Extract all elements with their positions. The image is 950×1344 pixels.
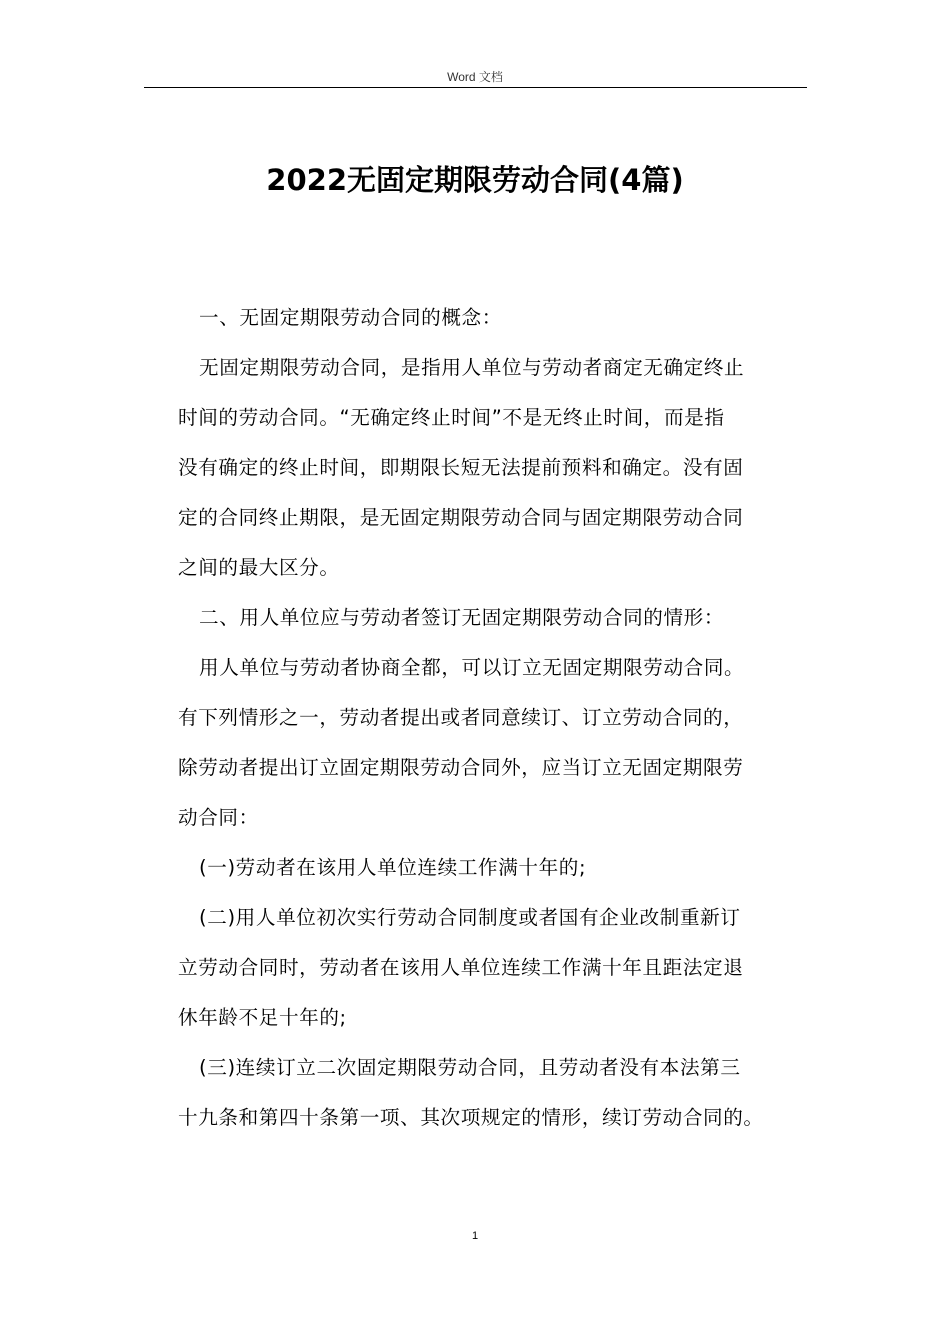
paragraph-line: 用人单位与劳动者协商全都，可以订立无固定期限劳动合同。 xyxy=(199,656,745,679)
document-body xyxy=(178,293,838,1143)
page-header-label: Word 文档 xyxy=(447,70,503,84)
paragraph-line: 除劳动者提出订立固定期限劳动合同外，应当订立无固定期限劳 xyxy=(178,756,744,779)
paragraph-line: 定的合同终止期限，是无固定期限劳动合同与固定期限劳动合同 xyxy=(178,506,744,529)
paragraph-line: 立劳动合同时，劳动者在该用人单位连续工作满十年且距法定退 xyxy=(178,956,744,979)
paragraph-line: 休年龄不足十年的; xyxy=(178,1006,347,1029)
document-title: 2022无固定期限劳动合同(4篇) xyxy=(266,163,684,197)
paragraph-line: 动合同： xyxy=(178,806,259,829)
list-item: (三)连续订立二次固定期限劳动合同，且劳动者没有本法第三 xyxy=(199,1056,741,1079)
paragraph-line: 没有确定的终止时间，即期限长短无法提前预料和确定。没有固 xyxy=(178,456,744,479)
paragraph-line: 之间的最大区分。 xyxy=(178,556,340,579)
list-item: (一)劳动者在该用人单位连续工作满十年的; xyxy=(199,856,587,879)
paragraph-line: 有下列情形之一，劳动者提出或者同意续订、订立劳动合同的， xyxy=(178,706,744,729)
section-heading: 二、用人单位应与劳动者签订无固定期限劳动合同的情形： xyxy=(199,606,725,629)
list-item: (二)用人单位初次实行劳动合同制度或者国有企业改制重新订 xyxy=(199,906,741,929)
paragraph-line: 无固定期限劳动合同，是指用人单位与劳动者商定无确定终止 xyxy=(199,356,745,379)
header-divider xyxy=(144,87,807,88)
page-number: 1 xyxy=(471,1230,479,1242)
paragraph-line: 时间的劳动合同。“无确定终止时间”不是无终止时间，而是指 xyxy=(178,406,725,429)
paragraph-line: 十九条和第四十条第一项、其次项规定的情形，续订劳动合同的。 xyxy=(178,1106,764,1129)
section-heading: 一、无固定期限劳动合同的概念： xyxy=(199,306,502,329)
